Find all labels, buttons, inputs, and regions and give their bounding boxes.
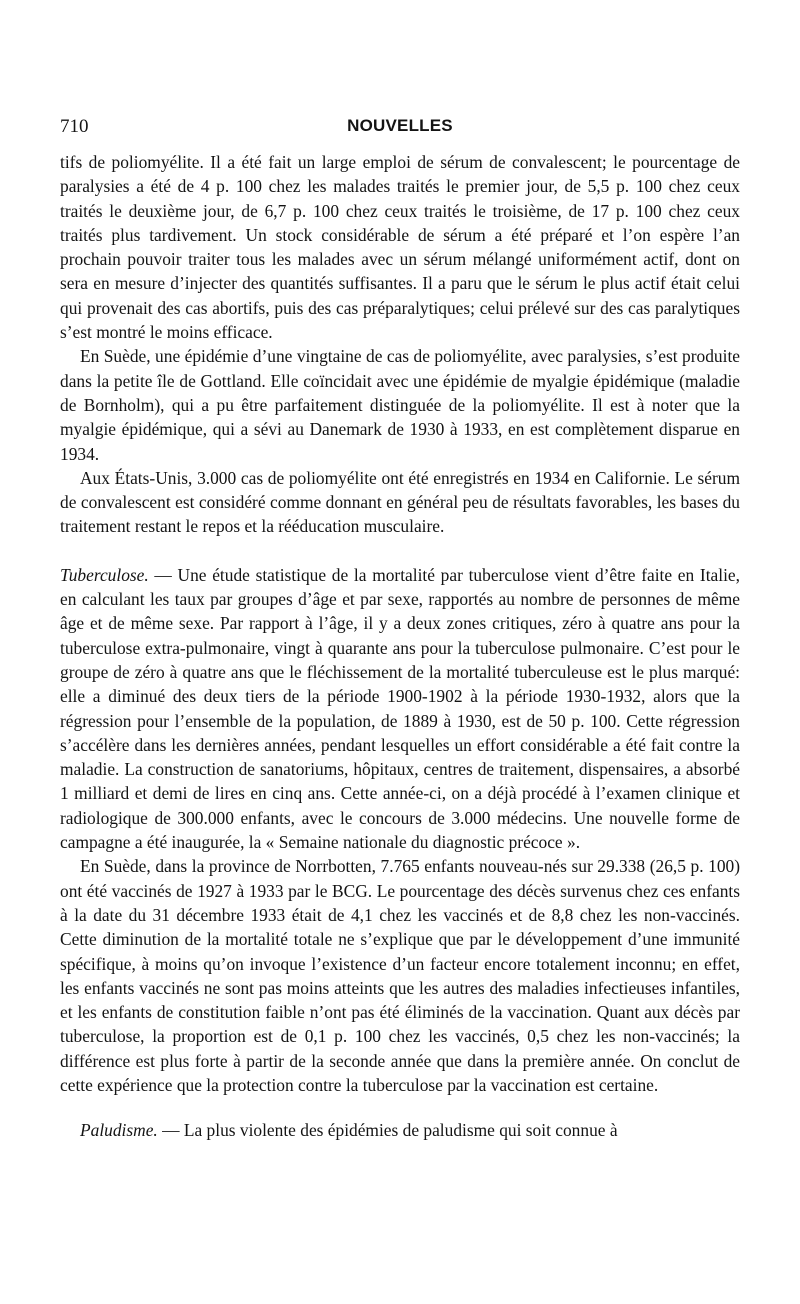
article-body — [60, 150, 740, 1143]
paragraph-tuberculosis-italy — [60, 563, 740, 855]
running-title: NOUVELLES — [347, 116, 453, 135]
page-header — [60, 116, 740, 142]
paragraph-usa-california: Aux États-Unis, 3.000 cas de poliomyélite ont été enregistrés en 1934 en Californie. Le sérum de convalescent est considéré comme donnant en général peu de résultats favorables, les bases du traitement restant le repos et la rééducation musculaire. — [60, 467, 740, 537]
page-number: 710 — [60, 116, 89, 137]
paragraph-tuberculosis-text: — Une étude statistique de la mortalité par tuberculose vient d’être faite en Italie, en calculant les taux par groupes d’âge et par sexe, rapportés au nombre de personnes de même âge et de même sexe. Par rapport à l’âge, il y a deux zones critiques, zéro à quatre ans pour la tuberculose extra-pulmonaire, vingt à quarante ans pour la tuberculose pulmonaire. C’est pour le groupe de zéro à quatre ans que le fléchissement de la mortalité tuberculeuse est le plus marqué: elle a diminué des deux tiers de la période 1900-1902 à la période 1930-1932, alors que la régression pour l’ensemble de la population, de 1889 à 1930, est de 50 p. 100. Cette régression s’accélère dans les dernières années, pendant lesquelles un effort considérable a été fait contre la maladie. La construction de sanatoriums, hôpitaux, centres de traitement, dispensaires, a absorbé 1 milliard et demi de lires en cinq ans. Cette année-ci, on a déjà procédé à l’examen clinique et radiologique de 300.000 enfants, avec le concours de 3.000 médecins. Une nouvelle forme de campagne a été inaugurée, la « Semaine nationale du diagnostic précoce ». — [60, 564, 740, 853]
paragraph-sweden-epidemic: En Suède, une épidémie d’une vingtaine de cas de poliomyélite, avec paralysies, s’est produite dans la petite île de Gottland. Elle coïncidait avec une épidémie de myalgie épidémique (maladie de Bornholm), qui a pu être parfaitement distinguée de la poliomyélite. Il est à noter que la myalgie épidémique, qui a sévi au Danemark de 1930 à 1933, en est complètement disparue en 1934. — [60, 346, 740, 464]
paragraph-paludisme-text: — La plus violente des épidémies de paludisme qui soit connue à — [157, 1120, 618, 1141]
paragraph-sweden-bcg: En Suède, dans la province de Norrbotten, 7.765 enfants nouveau-nés sur 29.338 (26,5 p. 100) ont été vaccinés de 1927 à 1933 par le BCG. Le pourcentage des décès survenus chez ces enfants à la date du 31 décembre 1933 était de 4,1 chez les vaccinés et de 8,8 chez les non-vaccinés. Cette diminution de la mortalité totale ne s’explique que par le développement d’une immunité spécifique, à moins qu’on invoque l’existence d’un facteur encore totalement inconnu; en effet, les enfants vaccinés ne sont pas moins atteints que les autres des maladies infectieuses infantiles, et les enfants de constitution faible n’ont pas été éliminés de la vaccination. Quant aux décès par tuberculose, la proportion est de 0,1 p. 100 chez les vaccinés, 0,5 chez les non-vaccinés; la différence est plus forte à partir de la seconde année que dans la première année. On conclut de cette expérience que la protection contre la tuberculose par la vaccination est certaine. — [60, 856, 740, 1095]
section-title-paludisme: Paludisme. — [80, 1120, 158, 1141]
section-title-tuberculose: Tuberculose. — [60, 564, 149, 585]
paragraph-paludisme — [60, 1118, 740, 1142]
paragraph-poliomyelitis-serum: tifs de poliomyélite. Il a été fait un large emploi de sérum de convalescent; le pourcentage de paralysies a été de 4 p. 100 chez les malades traités le premier jour, de 5,5 p. 100 chez ceux traités le deuxième jour, de 6,7 p. 100 chez ceux traités le troisième, de 17 p. 100 chez ceux traités plus tardivement. Un stock considérable de sérum a été préparé et l’on espère l’an prochain pouvoir traiter tous les malades avec un sérum mélangé uniformément actif, dont on sera en mesure d’injecter des quantités suffisantes. Il a paru que le sérum le plus actif était celui qui provenait des cas abortifs, puis des cas préparalytiques; celui prélevé sur des cas paralytiques s’est montré le moins efficace. — [60, 152, 740, 343]
